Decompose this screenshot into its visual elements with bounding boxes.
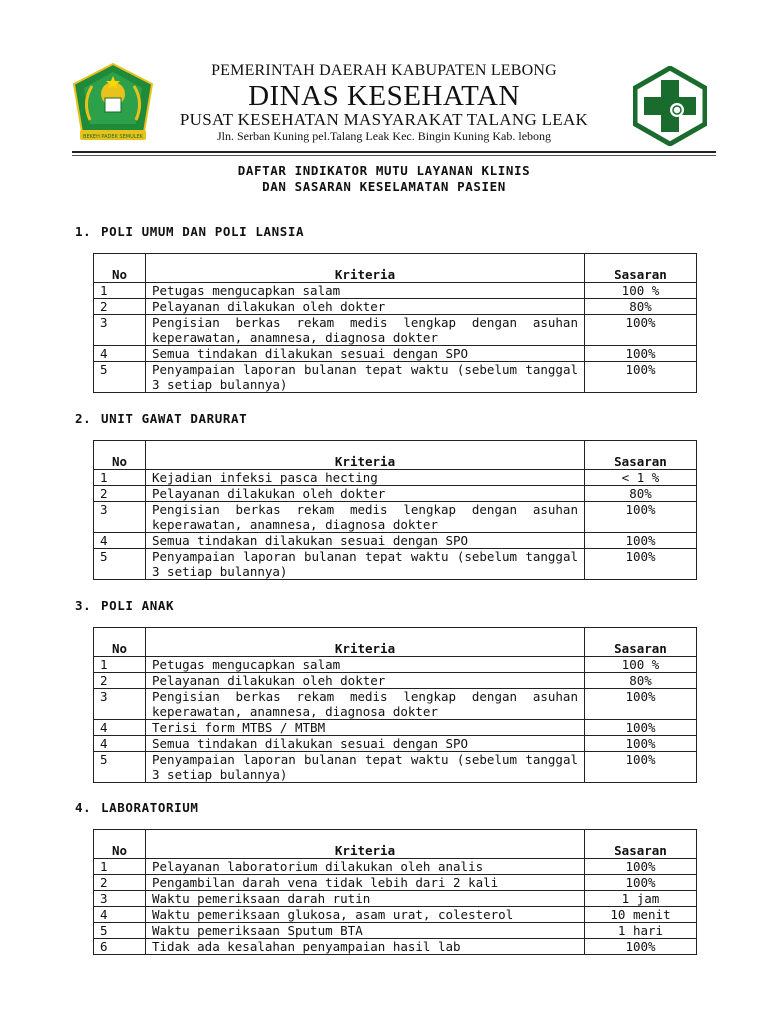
table-row bbox=[94, 533, 697, 549]
cell-kriteria: Petugas mengucapkan salam bbox=[146, 283, 585, 299]
table-row bbox=[94, 299, 697, 315]
cell-kriteria: Pengisian berkas rekam medis lengkap dengan asuhan keperawatan, anamnesa, diagnosa dokter bbox=[146, 689, 585, 720]
table-header-row bbox=[94, 254, 697, 283]
column-header-no: No bbox=[94, 830, 146, 859]
cell-kriteria: Semua tindakan dilakukan sesuai dengan SPO bbox=[146, 533, 585, 549]
cell-sasaran: 80% bbox=[585, 673, 697, 689]
table-header-row bbox=[94, 628, 697, 657]
cell-no: 3 bbox=[94, 502, 146, 533]
section-number: 3. bbox=[75, 598, 92, 613]
table-row bbox=[94, 657, 697, 673]
cell-no: 4 bbox=[94, 533, 146, 549]
table-row bbox=[94, 315, 697, 346]
cell-sasaran: 100% bbox=[585, 533, 697, 549]
letterhead bbox=[0, 0, 768, 160]
cell-no: 3 bbox=[94, 689, 146, 720]
column-header-no: No bbox=[94, 254, 146, 283]
header-divider-thick bbox=[72, 151, 716, 153]
indicator-table bbox=[93, 627, 697, 783]
table-row bbox=[94, 939, 697, 955]
cell-sasaran: 100% bbox=[585, 362, 697, 393]
cell-no: 5 bbox=[94, 923, 146, 939]
cell-kriteria: Kejadian infeksi pasca hecting bbox=[146, 470, 585, 486]
column-header-no: No bbox=[94, 628, 146, 657]
cell-sasaran: 100% bbox=[585, 859, 697, 875]
cell-kriteria: Penyampaian laporan bulanan tepat waktu (sebelum tanggal 3 setiap bulannya) bbox=[146, 752, 585, 783]
cell-sasaran: 100% bbox=[585, 346, 697, 362]
cell-sasaran: 80% bbox=[585, 486, 697, 502]
cell-no: 4 bbox=[94, 720, 146, 736]
cell-kriteria: Waktu pemeriksaan glukosa, asam urat, colesterol bbox=[146, 907, 585, 923]
cell-no: 5 bbox=[94, 549, 146, 580]
table-header-row bbox=[94, 830, 697, 859]
cell-sasaran: < 1 % bbox=[585, 470, 697, 486]
cell-kriteria: Penyampaian laporan bulanan tepat waktu (sebelum tanggal 3 setiap bulannya) bbox=[146, 362, 585, 393]
table-row bbox=[94, 283, 697, 299]
agency-name: DINAS KESEHATAN bbox=[248, 80, 520, 112]
cell-no: 2 bbox=[94, 486, 146, 502]
section-title: LABORATORIUM bbox=[101, 800, 199, 815]
section-heading bbox=[75, 224, 304, 239]
cell-kriteria: Waktu pemeriksaan darah rutin bbox=[146, 891, 585, 907]
cell-kriteria: Terisi form MTBS / MTBM bbox=[146, 720, 585, 736]
cell-no: 2 bbox=[94, 673, 146, 689]
cell-no: 3 bbox=[94, 891, 146, 907]
cell-sasaran: 10 menit bbox=[585, 907, 697, 923]
document-title-line1: DAFTAR INDIKATOR MUTU LAYANAN KLINIS bbox=[237, 163, 531, 178]
cell-no: 1 bbox=[94, 657, 146, 673]
cell-no: 6 bbox=[94, 939, 146, 955]
indicator-table bbox=[93, 829, 697, 955]
cell-no: 5 bbox=[94, 752, 146, 783]
cell-kriteria: Petugas mengucapkan salam bbox=[146, 657, 585, 673]
section-heading bbox=[75, 411, 247, 426]
emblem-ribbon-text: BEKEH PADEK SEMULEK bbox=[83, 134, 143, 140]
column-header-kriteria: Kriteria bbox=[146, 441, 585, 470]
cell-kriteria: Pelayanan dilakukan oleh dokter bbox=[146, 299, 585, 315]
table-row bbox=[94, 549, 697, 580]
cell-kriteria: Tidak ada kesalahan penyampaian hasil lab bbox=[146, 939, 585, 955]
table-row bbox=[94, 720, 697, 736]
cell-sasaran: 100% bbox=[585, 875, 697, 891]
table-row bbox=[94, 502, 697, 533]
address: Jln. Serban Kuning pel.Talang Leak Kec. Bingin Kuning Kab. lebong bbox=[216, 129, 552, 143]
column-header-no: No bbox=[94, 441, 146, 470]
table-row bbox=[94, 923, 697, 939]
cell-sasaran: 100% bbox=[585, 720, 697, 736]
table-row bbox=[94, 859, 697, 875]
table-row bbox=[94, 673, 697, 689]
table-row bbox=[94, 362, 697, 393]
cell-kriteria: Pelayanan laboratorium dilakukan oleh analis bbox=[146, 859, 585, 875]
cell-kriteria: Penyampaian laporan bulanan tepat waktu (sebelum tanggal 3 setiap bulannya) bbox=[146, 549, 585, 580]
cell-no: 4 bbox=[94, 736, 146, 752]
cell-no: 2 bbox=[94, 299, 146, 315]
cell-sasaran: 100% bbox=[585, 939, 697, 955]
section-number: 1. bbox=[75, 224, 92, 239]
cell-sasaran: 100 % bbox=[585, 283, 697, 299]
section-title: UNIT GAWAT DARURAT bbox=[101, 411, 248, 426]
column-header-kriteria: Kriteria bbox=[146, 254, 585, 283]
table-row bbox=[94, 752, 697, 783]
cell-sasaran: 100% bbox=[585, 549, 697, 580]
table-row bbox=[94, 875, 697, 891]
section-heading bbox=[75, 800, 199, 815]
column-header-sasaran: Sasaran bbox=[585, 441, 697, 470]
section-title: POLI UMUM DAN POLI LANSIA bbox=[101, 224, 305, 239]
table-row bbox=[94, 689, 697, 720]
cell-sasaran: 1 hari bbox=[585, 923, 697, 939]
cell-kriteria: Waktu pemeriksaan Sputum BTA bbox=[146, 923, 585, 939]
cell-no: 4 bbox=[94, 346, 146, 362]
table-row bbox=[94, 486, 697, 502]
cell-no: 1 bbox=[94, 283, 146, 299]
cell-no: 5 bbox=[94, 362, 146, 393]
cell-kriteria: Semua tindakan dilakukan sesuai dengan SPO bbox=[146, 346, 585, 362]
table-row bbox=[94, 907, 697, 923]
column-header-kriteria: Kriteria bbox=[146, 830, 585, 859]
indicator-table bbox=[93, 440, 697, 580]
cell-sasaran: 100% bbox=[585, 736, 697, 752]
table-row bbox=[94, 736, 697, 752]
cell-kriteria: Pengambilan darah vena tidak lebih dari 2 kali bbox=[146, 875, 585, 891]
cell-kriteria: Semua tindakan dilakukan sesuai dengan SPO bbox=[146, 736, 585, 752]
cell-sasaran: 100 % bbox=[585, 657, 697, 673]
cell-sasaran: 100% bbox=[585, 315, 697, 346]
cell-sasaran: 100% bbox=[585, 689, 697, 720]
cell-kriteria: Pengisian berkas rekam medis lengkap dengan asuhan keperawatan, anamnesa, diagnosa dokter bbox=[146, 502, 585, 533]
cell-no: 2 bbox=[94, 875, 146, 891]
document-title-line2: DAN SASARAN KESELAMATAN PASIEN bbox=[262, 179, 506, 194]
column-header-kriteria: Kriteria bbox=[146, 628, 585, 657]
government-name: PEMERINTAH DAERAH KABUPATEN LEBONG bbox=[211, 62, 557, 79]
column-header-sasaran: Sasaran bbox=[585, 830, 697, 859]
table-header-row bbox=[94, 441, 697, 470]
table-row bbox=[94, 891, 697, 907]
cell-kriteria: Pelayanan dilakukan oleh dokter bbox=[146, 673, 585, 689]
table-row bbox=[94, 346, 697, 362]
cell-sasaran: 100% bbox=[585, 502, 697, 533]
section-heading bbox=[75, 598, 174, 613]
cell-sasaran: 1 jam bbox=[585, 891, 697, 907]
cell-sasaran: 80% bbox=[585, 299, 697, 315]
cell-sasaran: 100% bbox=[585, 752, 697, 783]
puskesmas-name: PUSAT KESEHATAN MASYARAKAT TALANG LEAK bbox=[179, 110, 589, 129]
puskesmas-logo-icon bbox=[633, 66, 707, 146]
section-number: 4. bbox=[75, 800, 92, 815]
cell-no: 1 bbox=[94, 470, 146, 486]
column-header-sasaran: Sasaran bbox=[585, 628, 697, 657]
column-header-sasaran: Sasaran bbox=[585, 254, 697, 283]
table-row bbox=[94, 470, 697, 486]
cell-kriteria: Pengisian berkas rekam medis lengkap dengan asuhan keperawatan, anamnesa, diagnosa dokter bbox=[146, 315, 585, 346]
cell-no: 4 bbox=[94, 907, 146, 923]
section-number: 2. bbox=[75, 411, 92, 426]
header-divider-thin bbox=[72, 155, 716, 156]
section-title: POLI ANAK bbox=[101, 598, 175, 613]
cell-kriteria: Pelayanan dilakukan oleh dokter bbox=[146, 486, 585, 502]
cell-no: 3 bbox=[94, 315, 146, 346]
indicator-table bbox=[93, 253, 697, 393]
cell-no: 1 bbox=[94, 859, 146, 875]
